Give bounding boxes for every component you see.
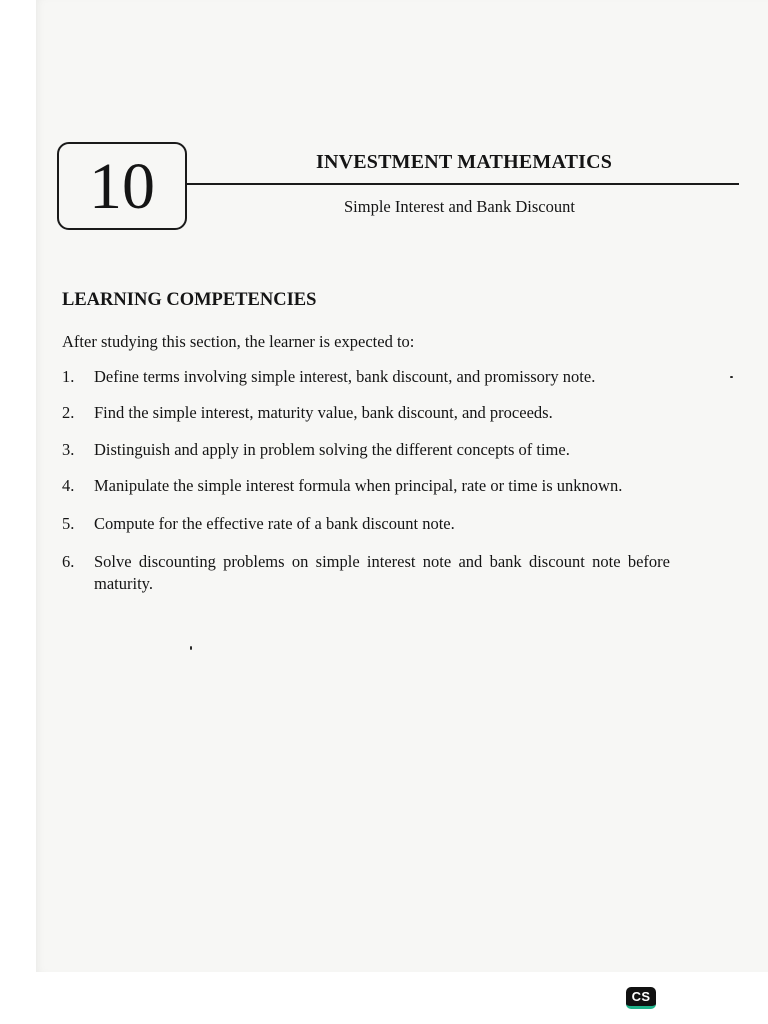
header-rule xyxy=(187,183,739,185)
competency-number: 5. xyxy=(62,514,75,533)
competency-item-3 xyxy=(62,439,682,461)
competency-text: Solve discounting problems on simple interest note and bank discount note before maturity. xyxy=(94,552,670,593)
competency-text: Compute for the effective rate of a bank discount note. xyxy=(94,514,455,533)
section-heading: LEARNING COMPETENCIES xyxy=(62,290,317,310)
competency-number: 2. xyxy=(62,403,75,422)
scan-speck xyxy=(730,376,733,378)
competency-item-5 xyxy=(62,513,682,535)
camscanner-logo-icon: CS xyxy=(626,987,656,1009)
competency-item-6 xyxy=(62,551,670,595)
competency-item-4 xyxy=(62,475,682,497)
competency-text: Find the simple interest, maturity value, bank discount, and proceeds. xyxy=(94,403,553,422)
competency-number: 1. xyxy=(62,367,75,386)
chapter-number-box xyxy=(57,142,187,230)
chapter-number: 10 xyxy=(89,150,155,223)
competency-number: 6. xyxy=(62,552,75,571)
chapter-title: INVESTMENT MATHEMATICS xyxy=(316,151,613,173)
competency-text: Distinguish and apply in problem solving the different concepts of time. xyxy=(94,440,570,459)
competency-item-2 xyxy=(62,402,682,424)
competency-text: Define terms involving simple interest, bank discount, and promissory note. xyxy=(94,367,596,386)
competency-item-1 xyxy=(62,366,682,388)
competency-text: Manipulate the simple interest formula when principal, rate or time is unknown. xyxy=(94,476,623,495)
chapter-subtitle: Simple Interest and Bank Discount xyxy=(344,197,575,216)
section-intro: After studying this section, the learner is expected to: xyxy=(62,332,415,351)
competency-number: 3. xyxy=(62,440,75,459)
competency-number: 4. xyxy=(62,476,75,495)
scan-speck xyxy=(190,646,192,650)
